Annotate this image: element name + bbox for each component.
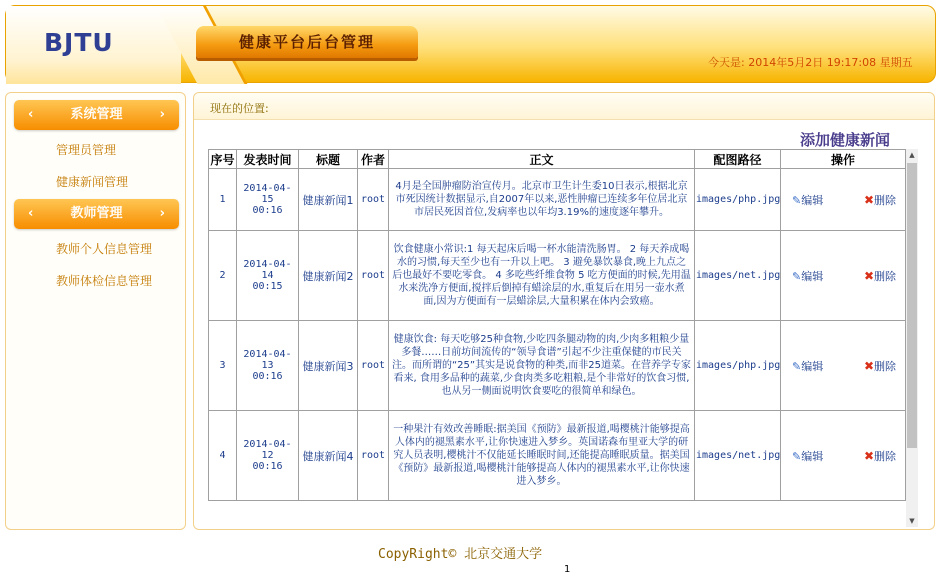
edit-button[interactable] (792, 268, 823, 284)
cell-title: 健康新闻1 (299, 169, 358, 231)
organization-name: 北京交通大学 (464, 547, 543, 562)
sidebar-item-teacher-checkup[interactable]: 教师体检信息管理 (56, 274, 153, 288)
edit-label: 编辑 (801, 269, 824, 283)
chevron-right-icon: › (159, 206, 165, 221)
cell-image-path: images/net.jpg (695, 411, 781, 501)
cell-body: 一种果汁有效改善睡眠:据美国《预防》最新报道,喝樱桃汁能够提高人体内的褪黑素水平,让你快速进入梦乡。英国诺森布里亚大学的研究人员表明,樱桃汁不仅能延长睡眠时间,还能提高睡眠质量。据美国《预防》最新报道,喝樱桃汁能够提高人体内的褪黑素水平,让你快速进入梦乡。 (389, 411, 695, 501)
cell-date-time: 00:16 (252, 371, 283, 382)
table-row (209, 231, 906, 321)
table-row (209, 411, 906, 501)
copyright-label: CopyRight© (378, 547, 457, 562)
sidebar-item-admin[interactable]: 管理员管理 (56, 143, 117, 157)
cell-id: 1 (209, 169, 237, 231)
cell-author: root (358, 321, 389, 411)
delete-x-icon: ✖ (863, 268, 874, 283)
menu-group-label: 系统管理 (70, 107, 123, 122)
cell-date (237, 411, 299, 501)
delete-button[interactable] (864, 268, 896, 284)
cell-image-path: images/php.jpg (695, 321, 781, 411)
cell-date (237, 321, 299, 411)
edit-button[interactable] (792, 358, 823, 374)
cell-id: 4 (209, 411, 237, 501)
edit-label: 编辑 (801, 359, 824, 373)
table-header-row (209, 150, 906, 169)
cell-date (237, 169, 299, 231)
add-health-news-link[interactable]: 添加健康新闻 (800, 131, 891, 149)
cell-author: root (358, 411, 389, 501)
cell-body: 健康饮食: 每天吃够25种食物,少吃四条腿动物的肉,少肉多粗粮少量多餐……日前坊间流传的“领导食谱”引起不少注重保健的市民关注。而所谓的“25”其实是说食物的种类,而非25道菜。在营养学专家看来, 食用多品种的蔬菜,少食肉类多吃粗粮,是个非常好的饮食习惯,也从另一侧面说明饮食要吃的很简单和绿色。 (389, 321, 695, 411)
pagination[interactable]: 1 (564, 564, 571, 575)
cell-author: root (358, 169, 389, 231)
menu-group-teacher[interactable] (14, 199, 179, 229)
current-datetime (708, 54, 913, 70)
pencil-icon: ✎ (792, 193, 802, 207)
cell-id: 3 (209, 321, 237, 411)
delete-label: 删除 (874, 269, 896, 283)
sidebar-item-health-news[interactable]: 健康新闻管理 (56, 175, 129, 189)
cell-actions (781, 411, 906, 501)
app-title-tab (196, 26, 418, 58)
cell-actions (781, 169, 906, 231)
cell-body: 4月是全国肿瘤防治宣传月。北京市卫生计生委10日表示,根据北京市死因统计数据显示,自2007年以来,恶性肿瘤已连续多年位居北京市居民死因首位,发病率也以年均3.19%的速度逐年攀升。 (389, 169, 695, 231)
edit-button[interactable] (792, 192, 823, 208)
cell-title: 健康新闻4 (299, 411, 358, 501)
edit-label: 编辑 (801, 449, 824, 463)
scrollbar-thumb[interactable] (907, 163, 917, 448)
logo: BJTU (44, 28, 114, 57)
location-bar (194, 93, 934, 120)
app-title: 健康平台后台管理 (238, 33, 375, 51)
cell-date-time: 00:16 (252, 205, 283, 216)
pencil-icon: ✎ (792, 269, 802, 283)
cell-date (237, 231, 299, 321)
delete-x-icon: ✖ (863, 448, 874, 463)
column-header: 配图路径 (695, 150, 781, 169)
cell-date-time: 00:15 (252, 281, 283, 292)
edit-button[interactable] (792, 448, 823, 464)
delete-button[interactable] (864, 192, 896, 208)
cell-actions (781, 231, 906, 321)
menu-group-system[interactable] (14, 100, 179, 130)
table-row (209, 169, 906, 231)
cell-date-time: 00:16 (252, 461, 283, 472)
cell-date-day: 2014-04-15 (243, 183, 292, 205)
pencil-icon: ✎ (792, 359, 802, 373)
delete-label: 删除 (874, 359, 896, 373)
column-header: 发表时间 (237, 150, 299, 169)
column-header: 作者 (358, 150, 389, 169)
column-header: 序号 (209, 150, 237, 169)
cell-title: 健康新闻3 (299, 321, 358, 411)
delete-button[interactable] (864, 448, 896, 464)
cell-image-path: images/php.jpg (695, 169, 781, 231)
cell-actions (781, 321, 906, 411)
chevron-left-icon: ‹ (28, 206, 34, 221)
cell-date-day: 2014-04-13 (243, 349, 292, 371)
scroll-down-arrow-icon[interactable]: ▼ (909, 517, 915, 525)
footer (378, 543, 542, 562)
date-value: 2014年5月2日 19:17:08 星期五 (748, 56, 913, 69)
cell-id: 2 (209, 231, 237, 321)
date-label: 今天是: (708, 56, 745, 69)
chevron-left-icon: ‹ (28, 107, 34, 122)
delete-x-icon: ✖ (863, 192, 874, 207)
menu-group-label: 教师管理 (70, 206, 123, 221)
sidebar (5, 92, 186, 530)
cell-body: 饮食健康小常识:1 每天起床后喝一杯水能清洗肠胃。 2 每天养成喝水的习惯,每天至少也有一升以上吧。 3 避免暴饮暴食,晚上九点之后也最好不要吃零食。 4 多吃些纤维食物 5 吃方便面的时候,先用温水来洗净方便面,搅拌后倒掉有蜡涂层的水,重复后在用另一壶水煮面,因为方便面有一层蜡涂层,大量积累在体内会致癌。 (389, 231, 695, 321)
pencil-icon: ✎ (792, 449, 802, 463)
chevron-right-icon: › (159, 107, 165, 122)
news-table (208, 149, 906, 501)
cell-title: 健康新闻2 (299, 231, 358, 321)
breadcrumb: 现在的位置: (210, 102, 269, 115)
delete-label: 删除 (874, 449, 896, 463)
column-header: 操作 (781, 150, 906, 169)
delete-button[interactable] (864, 358, 896, 374)
delete-label: 删除 (874, 193, 896, 207)
delete-x-icon: ✖ (863, 358, 874, 373)
cell-date-day: 2014-04-12 (243, 439, 292, 461)
table-row (209, 321, 906, 411)
column-header: 标题 (299, 150, 358, 169)
cell-author: root (358, 231, 389, 321)
scroll-up-arrow-icon[interactable]: ▲ (909, 151, 915, 159)
edit-label: 编辑 (801, 193, 824, 207)
cell-date-day: 2014-04-14 (243, 259, 292, 281)
vertical-scrollbar[interactable] (906, 149, 918, 527)
header-banner (5, 5, 936, 83)
column-header: 正文 (389, 150, 695, 169)
sidebar-item-teacher-info[interactable]: 教师个人信息管理 (56, 242, 153, 256)
cell-image-path: images/net.jpg (695, 231, 781, 321)
